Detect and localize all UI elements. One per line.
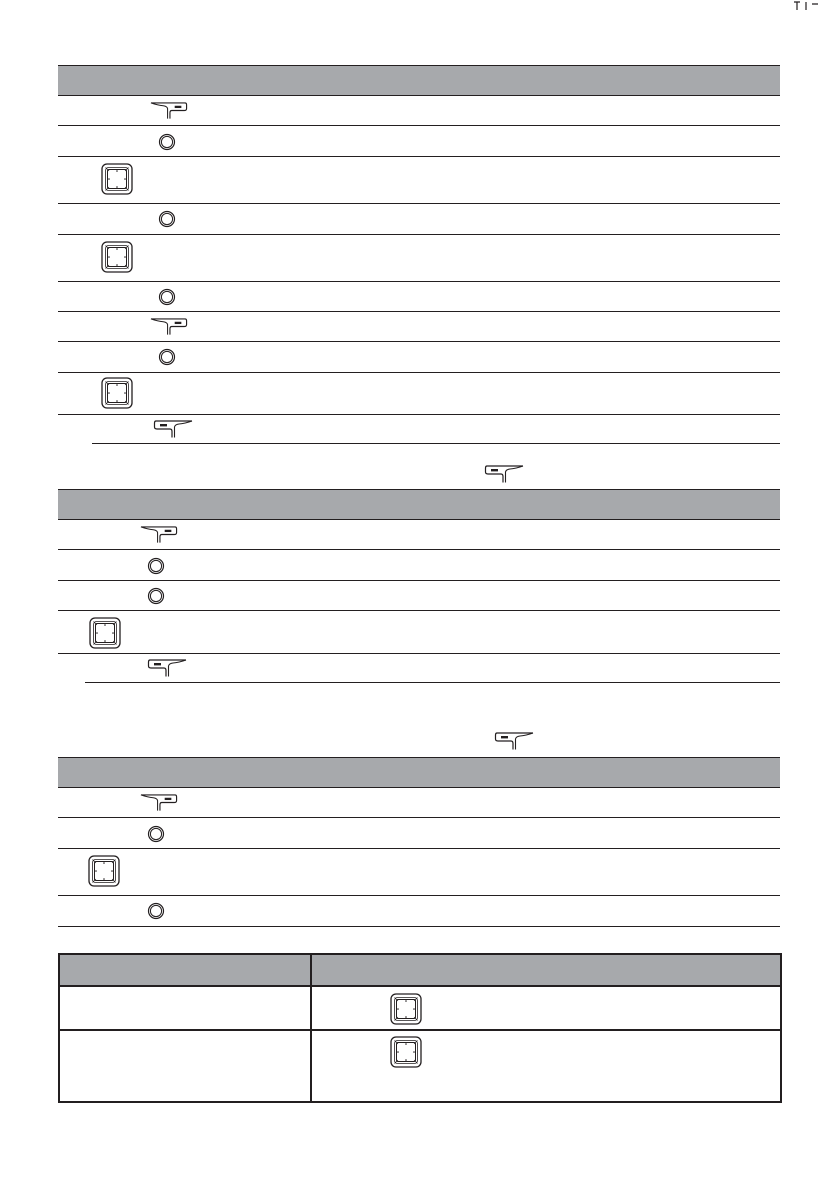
ok-key-icon (147, 557, 165, 575)
ok-key-icon (158, 133, 176, 151)
left-softkey-icon (147, 658, 187, 678)
ok-key-icon (158, 210, 176, 228)
page-corner-mark (792, 0, 822, 12)
ok-key-icon (147, 825, 165, 843)
navigation-key-icon (88, 855, 120, 887)
ok-key-icon (158, 348, 176, 366)
table-4-frame (58, 953, 782, 1103)
navigation-key-icon (390, 993, 422, 1025)
navigation-key-icon (101, 163, 133, 195)
right-softkey-icon (140, 525, 178, 544)
left-softkey-icon (153, 419, 193, 439)
left-softkey-icon (494, 731, 534, 751)
right-softkey-icon (150, 317, 188, 336)
navigation-key-icon (89, 617, 121, 649)
navigation-key-icon (101, 377, 133, 409)
right-softkey-icon (140, 793, 178, 812)
table-3-header (58, 757, 780, 787)
ok-key-icon (147, 902, 165, 920)
right-softkey-icon (150, 101, 188, 120)
left-softkey-icon (484, 464, 524, 484)
navigation-key-icon (390, 1036, 422, 1068)
table-1-header (58, 65, 780, 95)
ok-key-icon (147, 587, 165, 605)
ok-key-icon (158, 288, 176, 306)
navigation-key-icon (101, 241, 133, 273)
table-2-header (58, 489, 780, 519)
